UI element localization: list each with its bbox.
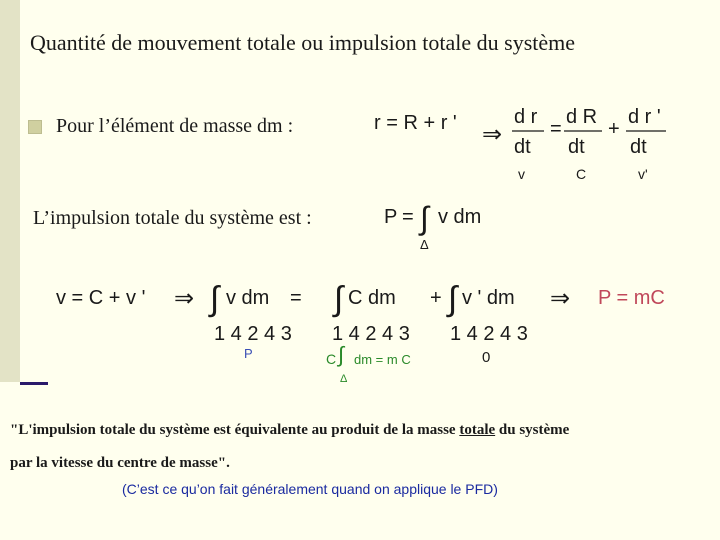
- svg-text:=: =: [402, 206, 414, 228]
- bullet-item: [28, 115, 293, 138]
- sidebar-rule: [20, 0, 48, 385]
- impulsion-text: L’impulsion totale du système est :: [33, 207, 312, 229]
- svg-text:∫: ∫: [448, 280, 458, 318]
- svg-text:P: P: [384, 206, 398, 228]
- svg-text:v: v: [518, 166, 525, 182]
- svg-text:d R: d R: [566, 106, 598, 128]
- svg-text:=: =: [550, 118, 562, 140]
- svg-text:dt: dt: [514, 136, 531, 158]
- svg-text:d r ': d r ': [628, 106, 661, 128]
- svg-text:∫: ∫: [210, 280, 220, 318]
- derivative-equation: [510, 95, 680, 185]
- equation-position: r = R + r ': [374, 112, 457, 134]
- svg-text:dm = m C: dm = m C: [354, 352, 411, 367]
- svg-text:1 4 2 4 3: 1 4 2 4 3: [214, 323, 292, 345]
- bullet-square-icon: [28, 120, 42, 134]
- svg-text:+: +: [608, 118, 620, 140]
- svg-text:P = mC: P = mC: [598, 287, 665, 309]
- slide-title: Quantité de mouvement totale ou impulsion totale du système: [30, 30, 576, 55]
- svg-text:C: C: [576, 166, 587, 182]
- svg-text:dt: dt: [568, 136, 585, 158]
- bullet-text: Pour l’élément de masse dm :: [56, 115, 294, 137]
- note-text: (C’est ce qu’on fait généralement quand on applique le PFD): [122, 481, 498, 497]
- svg-text:⇒: ⇒: [550, 285, 571, 312]
- svg-text:1 4 2 4 3: 1 4 2 4 3: [332, 323, 410, 345]
- svg-text:v': v': [638, 166, 648, 182]
- svg-text:0: 0: [482, 349, 491, 366]
- svg-text:v dm: v dm: [438, 206, 482, 228]
- slide-sidebar: [0, 0, 20, 382]
- svg-text:v ' dm: v ' dm: [462, 287, 515, 309]
- impulsion-integral: [380, 195, 500, 255]
- svg-text:∫: ∫: [420, 200, 429, 236]
- implies-symbol: ⇒: [482, 121, 503, 148]
- svg-text:∫: ∫: [334, 280, 344, 318]
- svg-text:Δ: Δ: [340, 373, 348, 385]
- svg-text:⇒: ⇒: [174, 285, 195, 312]
- quote-block: "L'impulsion totale du système est équivalente au produit de la masse totale du système par la vitesse du centre de masse".: [10, 422, 570, 471]
- svg-text:v = C + v ': v = C + v ': [56, 287, 146, 309]
- impulsion-derivation: [50, 270, 690, 390]
- svg-text:v dm: v dm: [226, 287, 270, 309]
- svg-text:∫: ∫: [338, 342, 345, 367]
- svg-text:Δ: Δ: [420, 237, 429, 252]
- svg-text:+: +: [430, 287, 442, 309]
- svg-text:d r: d r: [514, 106, 538, 128]
- svg-text:=: =: [290, 287, 302, 309]
- svg-text:C dm: C dm: [348, 287, 396, 309]
- svg-text:dt: dt: [630, 136, 647, 158]
- svg-text:P: P: [244, 346, 253, 361]
- svg-text:C: C: [326, 351, 337, 367]
- svg-text:1 4 2 4 3: 1 4 2 4 3: [450, 323, 528, 345]
